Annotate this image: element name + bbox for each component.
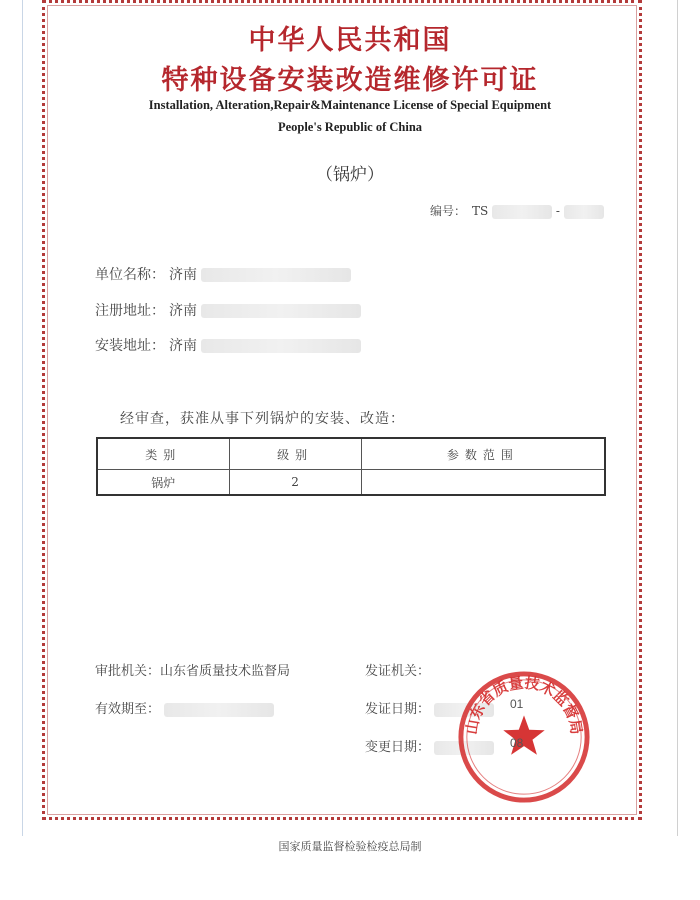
registered-address-label: 注册地址： xyxy=(95,303,165,319)
cell-parameters xyxy=(361,470,605,496)
license-number-value: TS xyxy=(472,204,489,218)
registered-address-value: 济南 xyxy=(169,303,197,319)
column-header-grade: 级别 xyxy=(229,438,361,470)
approval-authority-row xyxy=(95,660,290,679)
title-english-country: People's Republic of China xyxy=(277,120,423,134)
cell-type: 锅炉 xyxy=(97,470,229,496)
issuing-authority-footer: 国家质量监督检验检疫总局制 xyxy=(278,840,422,853)
title-license: 特种设备安装改造维修许可证 xyxy=(161,65,539,96)
change-date-label: 变更日期： xyxy=(365,740,431,755)
table-row xyxy=(97,470,605,496)
redacted-company xyxy=(201,268,351,282)
issue-date-label: 发证日期： xyxy=(365,702,431,717)
issuer-label: 发证机关： xyxy=(365,664,431,679)
scope-table-header xyxy=(97,438,605,470)
cell-grade: 2 xyxy=(229,470,361,496)
seal-text: 山东省质量技术监督局 xyxy=(463,674,585,736)
company-value: 济南 xyxy=(169,267,197,283)
issue-date-fragment: 01 xyxy=(510,697,524,711)
license-number-dash: - xyxy=(555,204,560,218)
license-number-label: 编号： xyxy=(430,204,467,218)
install-address-row xyxy=(95,335,361,355)
redacted-registered-address xyxy=(201,304,361,318)
registered-address-row xyxy=(95,300,361,320)
valid-until-label: 有效期至： xyxy=(95,702,161,717)
column-header-type: 类别 xyxy=(97,438,229,470)
scope-table xyxy=(96,437,606,496)
valid-until-row xyxy=(95,698,274,717)
equipment-category: （锅炉） xyxy=(316,165,384,185)
title-english-license: Installation, Alteration,Repair&Maintenance License of Special Equipment xyxy=(148,98,552,112)
approval-statement: 经审查，获准从事下列锅炉的安装、改造： xyxy=(120,411,405,427)
approval-authority-value: 山东省质量技术监督局 xyxy=(160,664,291,679)
official-seal xyxy=(455,668,593,806)
install-address-value: 济南 xyxy=(169,338,197,354)
redacted-install-address xyxy=(201,339,361,353)
title-country: 中华人民共和国 xyxy=(248,25,452,56)
redacted-number-part xyxy=(564,205,604,219)
column-header-parameters: 参数范围 xyxy=(361,438,605,470)
company-row xyxy=(95,264,351,284)
license-number xyxy=(430,202,604,219)
approval-authority-label: 审批机关： xyxy=(95,664,161,679)
install-address-label: 安装地址： xyxy=(95,338,165,354)
company-label: 单位名称： xyxy=(95,267,165,283)
redacted-number-part xyxy=(492,205,552,219)
change-date-fragment: 08 xyxy=(510,736,524,750)
issuer-row xyxy=(365,660,430,679)
redacted-valid-date xyxy=(164,703,274,717)
